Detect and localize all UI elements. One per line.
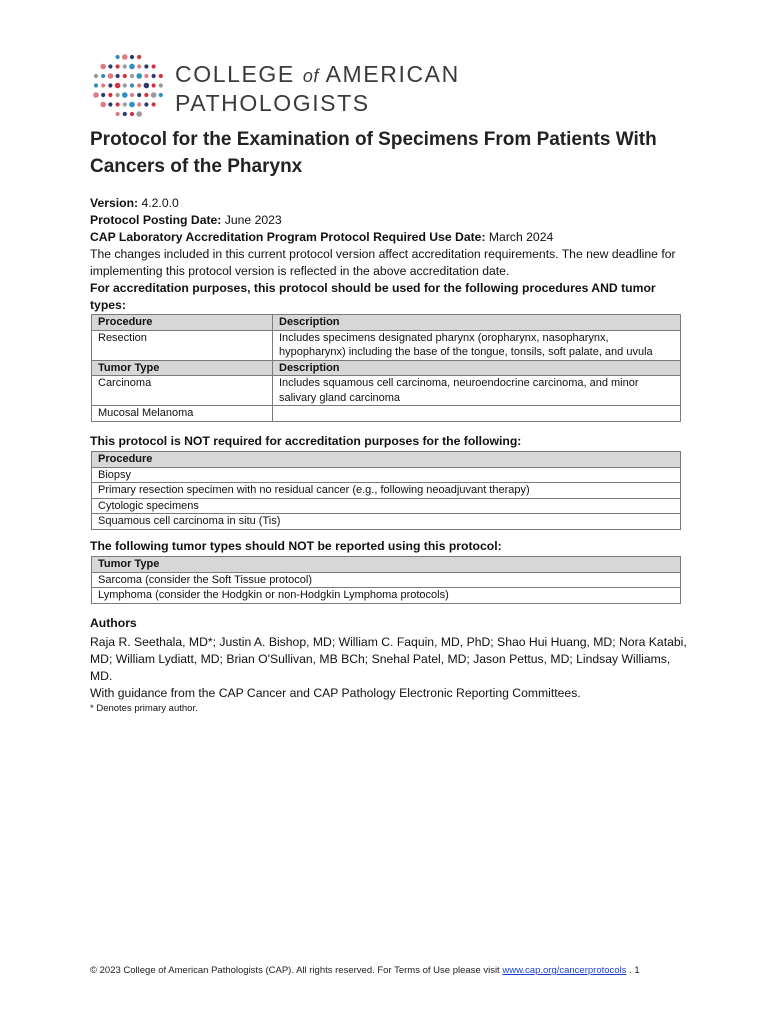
not-required-heading: This protocol is NOT required for accreditation purposes for the following: [90, 434, 522, 448]
logo-dot [151, 92, 157, 98]
tumor-description-cell: Includes squamous cell carcinoma, neuroendocrine carcinoma, and minor salivary gland carcinoma [273, 376, 681, 406]
table-row [92, 376, 681, 406]
logo-dot [137, 102, 141, 106]
logo-dot [123, 64, 127, 68]
logo-dot [144, 102, 148, 106]
logo-dot [152, 64, 156, 68]
logo-dot [123, 102, 127, 106]
logo-dot [108, 64, 112, 68]
tumor-type-cell: Carcinoma [92, 376, 273, 406]
logo-dot [100, 102, 106, 108]
logo-dot [137, 64, 141, 68]
logo-dot [123, 83, 127, 87]
logo-dot [144, 74, 148, 78]
table-row [92, 467, 681, 483]
cap-dots-logo-icon [92, 52, 164, 122]
authors-list: Raja R. Seethala, MD*; Justin A. Bishop, MD; William C. Faquin, MD, PhD; Shao Hui Huang, MD; Nora Katabi, MD; William Lydiatt, MD; Brian O'Sullivan, MB BCh; Snehal Patel, MD; Jason Pettus, MD; Lindsay Williams, MD. [90, 635, 687, 683]
table-row [92, 498, 681, 514]
logo-dot [129, 102, 135, 108]
logo-line-2: PATHOLOGISTS [175, 90, 370, 116]
tumor-type-header: Tumor Type [92, 360, 273, 376]
logo-dot [136, 73, 142, 79]
table-row [92, 572, 681, 588]
logo-dot [123, 112, 127, 116]
logo-dot [129, 64, 135, 70]
logo-dot [130, 55, 134, 59]
logo-dot [108, 73, 114, 79]
accreditation-table [91, 314, 681, 422]
logo-dot [101, 83, 105, 87]
logo-dot [159, 83, 163, 87]
tumor-type-cell: Mucosal Melanoma [92, 406, 273, 422]
logo-dot [116, 64, 120, 68]
logo-dot [137, 93, 141, 97]
description-header: Description [273, 315, 681, 331]
logo-dot [123, 74, 127, 78]
logo-dot [108, 102, 112, 106]
description-cell: Includes specimens designated pharynx (oropharynx, nasopharynx, hypopharynx) including the base of the tongue, tonsils, soft palate, and uvula [273, 330, 681, 360]
logo-dot [144, 93, 148, 97]
tumor-type-cell: Sarcoma (consider the Soft Tissue protocol) [92, 572, 681, 588]
logo-dot [100, 64, 106, 70]
cap-logo [92, 52, 492, 122]
posting-date-line: Protocol Posting Date: June 2023 [90, 213, 282, 227]
logo-dot [94, 74, 98, 78]
table-header-row [92, 557, 681, 573]
table-header-row [92, 315, 681, 331]
procedure-cell: Biopsy [92, 467, 681, 483]
logo-dot [152, 74, 156, 78]
procedure-cell: Primary resection specimen with no residual cancer (e.g., following neoadjuvant therapy) [92, 483, 681, 499]
logo-dot [130, 93, 134, 97]
accreditation-statement: For accreditation purposes, this protocol should be used for the following procedures AND tumor types: [90, 281, 656, 312]
not-reported-table [91, 556, 681, 604]
logo-dot [116, 74, 120, 78]
logo-dot [130, 74, 134, 78]
logo-dot [94, 83, 98, 87]
logo-dot [159, 93, 163, 97]
document-title: Protocol for the Examination of Specimens From Patients With Cancers of the Pharynx [90, 129, 657, 177]
copyright-text: © 2023 College of American Pathologists (CAP). All rights reserved. For Terms of Use please visit [90, 965, 500, 976]
logo-dot [101, 93, 105, 97]
logo-dot [108, 93, 112, 97]
logo-dot [116, 93, 120, 97]
tumor-type-header: Tumor Type [92, 557, 681, 573]
protocol-metadata [90, 195, 690, 314]
table-row [92, 588, 681, 604]
not-required-table [91, 451, 681, 530]
logo-dot [130, 83, 134, 87]
logo-dot [115, 83, 121, 89]
guidance-line: With guidance from the CAP Cancer and CAP Pathology Electronic Reporting Committees. [90, 686, 581, 700]
tumor-description-header: Description [273, 360, 681, 376]
tumor-description-cell [273, 406, 681, 422]
procedure-cell: Cytologic specimens [92, 498, 681, 514]
version-line: Version: 4.2.0.0 [90, 196, 179, 210]
logo-wordmark [175, 61, 460, 117]
procedure-cell: Squamous cell carcinoma in situ (Tis) [92, 514, 681, 530]
table-header-row [92, 452, 681, 468]
procedure-cell: Resection [92, 330, 273, 360]
authors-section [90, 615, 690, 715]
logo-dot [137, 83, 141, 87]
logo-dot [101, 74, 105, 78]
logo-dot [144, 83, 150, 89]
logo-dot [122, 92, 128, 98]
logo-dot [116, 102, 120, 106]
procedure-header: Procedure [92, 452, 681, 468]
logo-dot [108, 83, 112, 87]
logo-dot [93, 92, 99, 98]
page-footer [90, 965, 690, 976]
not-reported-heading: The following tumor types should NOT be reported using this protocol: [90, 539, 502, 553]
logo-line-1: COLLEGE of AMERICAN [175, 61, 460, 87]
logo-dot [144, 64, 148, 68]
logo-dot [130, 112, 134, 116]
logo-dot [159, 74, 163, 78]
tumor-type-cell: Lymphoma (consider the Hodgkin or non-Hodgkin Lymphoma protocols) [92, 588, 681, 604]
primary-author-note: * Denotes primary author. [90, 703, 198, 714]
table-header-row [92, 360, 681, 376]
table-row [92, 330, 681, 360]
required-use-date-line: CAP Laboratory Accreditation Program Protocol Required Use Date: March 2024 [90, 230, 554, 244]
logo-dot [152, 83, 156, 87]
logo-dot [116, 112, 120, 116]
procedure-header: Procedure [92, 315, 273, 331]
table-row [92, 406, 681, 422]
logo-dot [136, 111, 142, 117]
table-row [92, 483, 681, 499]
logo-dot [116, 55, 120, 59]
authors-heading: Authors [90, 616, 137, 630]
logo-dot [122, 54, 128, 60]
terms-link[interactable]: www.cap.org/cancerprotocols [502, 965, 627, 976]
changes-paragraph: The changes included in this current protocol version affect accreditation requirements. The new deadline for implementing this protocol version is reflected in the above accreditation date. [90, 247, 676, 278]
logo-dot [152, 102, 156, 106]
logo-dot [137, 55, 141, 59]
page-number: . 1 [629, 965, 640, 976]
table-row [92, 514, 681, 530]
